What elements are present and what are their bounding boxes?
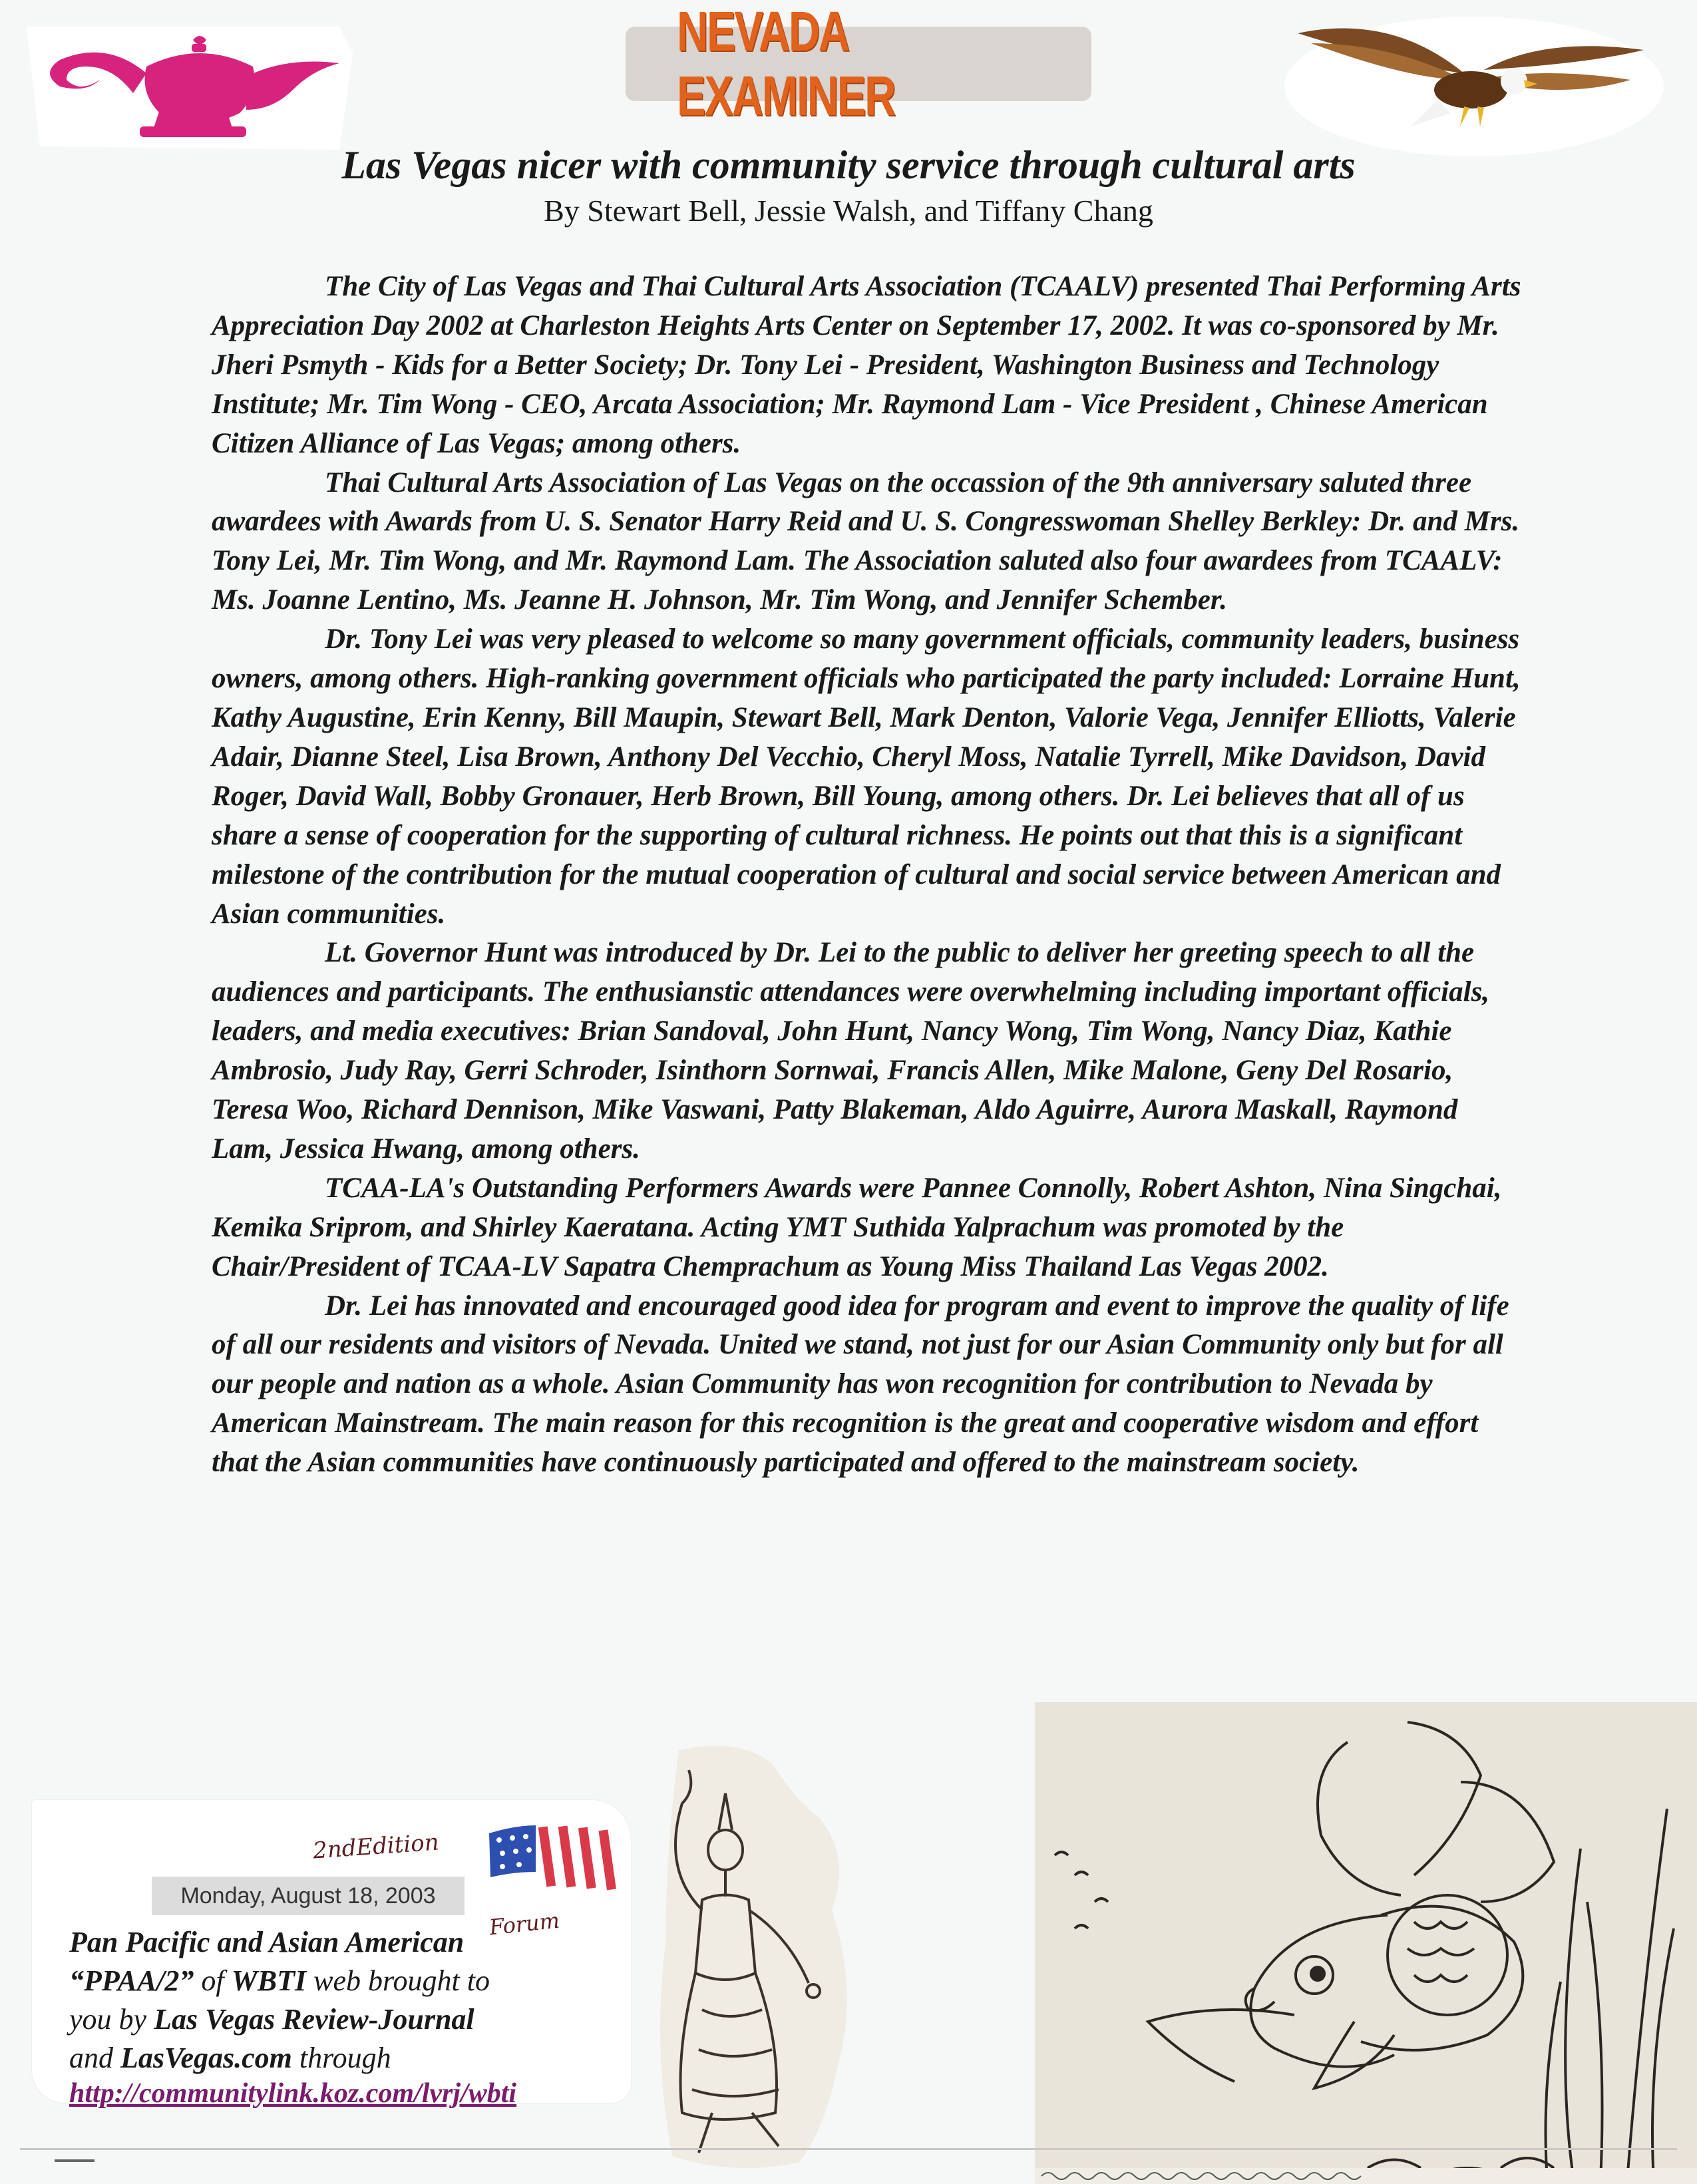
clipping-line1: Pan Pacific and Asian American xyxy=(69,1926,465,1958)
forum-note: Forum xyxy=(488,1907,561,1940)
clipping-date: Monday, August 18, 2003 xyxy=(152,1877,465,1915)
article-paragraph: Thai Cultural Arts Association of Las Vegas on the occassion of the 9th anniversary saluted three awardees with Awards from U. S. Senator Harry Reid and U. S. Congresswoman Shelley Berkley: Dr. and Mrs. Tony Lei, Mr. Tim Wong, and Mr. Raymond Lam. The Association saluted also four awardees from TCAALV: Ms. Joanne Lentino, Ms. Jeanne H. Johnson, Mr. Tim Wong, and Jennifer Schember. xyxy=(212,466,1520,616)
clipping-line2-end: web brought to xyxy=(306,1964,490,1997)
newspaper-masthead xyxy=(626,0,1091,127)
clipping-line4-end: through xyxy=(291,2042,391,2074)
clipping-line3-start: you by xyxy=(69,2003,154,2036)
article-paragraph: Lt. Governor Hunt was introduced by Dr. Lei to the public to deliver her greeting speech to all the audiences and participants. The enthusianstic attendances were overwhelming including important officials, leaders, and media executives: Brian Sandoval, John Hunt, Nancy Wong, Tim Wong, Nancy Diaz, Kathie Ambrosio, Judy Ray, Gerri Schroder, Isinthorn Sornwai, Francis Allen, Mike Malone, Geny Del Rosario, Teresa Woo, Richard Dennison, Mike Vaswani, Patty Blakeman, Aldo Aguirre, Aurora Maskall, Raymond Lam, Jessica Hwang, among others. xyxy=(212,937,1490,1165)
communitylink-url[interactable]: http://communitylink.koz.com/lvrj/wbti xyxy=(69,2078,517,2109)
clipping-line4-start: and xyxy=(69,2042,120,2074)
article-paragraph: Dr. Tony Lei was very pleased to welcome so many government officials, community leaders, business owners, among others. High-ranking government officials who participated the party included: Lorraine Hunt, Kathy Augustine, Erin Kenny, Bill Maupin, Stewart Bell, Mark Denton, Valorie Vega, Jennifer Elliotts, Valerie Adair, Dianne Steel, Lisa Brown, Anthony Del Vecchio, Cheryl Moss, Natalie Tyrrell, Mike Davidson, David Roger, David Wall, Bobby Gronauer, Herb Brown, Bill Young, among others. Dr. Lei believes that all of us share a sense of cooperation for the supporting of cultural richness. He points out that this is a significant milestone of the contribution for the mutual cooperation of cultural and social service between American and Asian communities. xyxy=(212,624,1521,930)
genie-lamp-icon xyxy=(27,27,353,153)
article-headline: Las Vegas nicer with community service through cultural arts xyxy=(341,143,1356,187)
clipping-ppaa: “PPAA/2” xyxy=(69,1964,194,1997)
eagle-icon xyxy=(1284,7,1664,156)
us-flag-icon xyxy=(482,1817,629,1903)
bottom-rule xyxy=(20,2148,1677,2150)
clipping-lvcom: LasVegas.com xyxy=(120,2042,292,2074)
article-body xyxy=(212,268,1524,1483)
thai-dancer-illustration xyxy=(639,1743,858,2169)
clipping-text xyxy=(69,1923,628,2078)
goldfish-illustration xyxy=(1035,1702,1697,2184)
scan-mark xyxy=(55,2159,94,2162)
article-byline: By Stewart Bell, Jessie Walsh, and Tiffany Chang xyxy=(544,194,1153,228)
article-paragraph: The City of Las Vegas and Thai Cultural Arts Association (TCAALV) presented Thai Performing Arts Appreciation Day 2002 at Charleston Heights Arts Center on September 17, 2002. It was co-sponsored by Mr. Jheri Psmyth - Kids for a Better Society; Dr. Tony Lei - President, Washington Business and Technology Institute; Mr. Tim Wong - CEO, Arcata Association; Mr. Raymond Lam - Vice President , Chinese American Citizen Alliance of Las Vegas; among others. xyxy=(212,271,1521,459)
edition-note: 2ndEdition xyxy=(311,1829,440,1865)
clipping-line2-mid: of xyxy=(194,1964,232,1997)
clipping-rj: Las Vegas Review-Journal xyxy=(154,2003,474,2036)
masthead-title: NEVADA EXAMINER xyxy=(677,0,895,127)
clipping-wbti: WBTI xyxy=(231,1964,307,1997)
article-paragraph: Dr. Lei has innovated and encouraged good idea for program and event to improve the quality of life of all our residents and visitors of Nevada. United we stand, not just for our Asian Community only but for all our people and nation as a whole. Asian Community has won recognition for contribution to Nevada by American Mainstream. The main reason for this recognition is the great and cooperative wisdom and effort that the Asian communities have continuously participated and offered to the mainstream society. xyxy=(212,1290,1509,1479)
article-paragraph: TCAA-LA's Outstanding Performers Awards were Pannee Connolly, Robert Ashton, Nina Singchai, Kemika Sriprom, and Shirley Kaeratana. Acting YMT Suthida Yalprachum was promoted by the Chair/President of TCAA-LV Sapatra Chemprachum as Young Miss Thailand Las Vegas 2002. xyxy=(212,1172,1502,1282)
